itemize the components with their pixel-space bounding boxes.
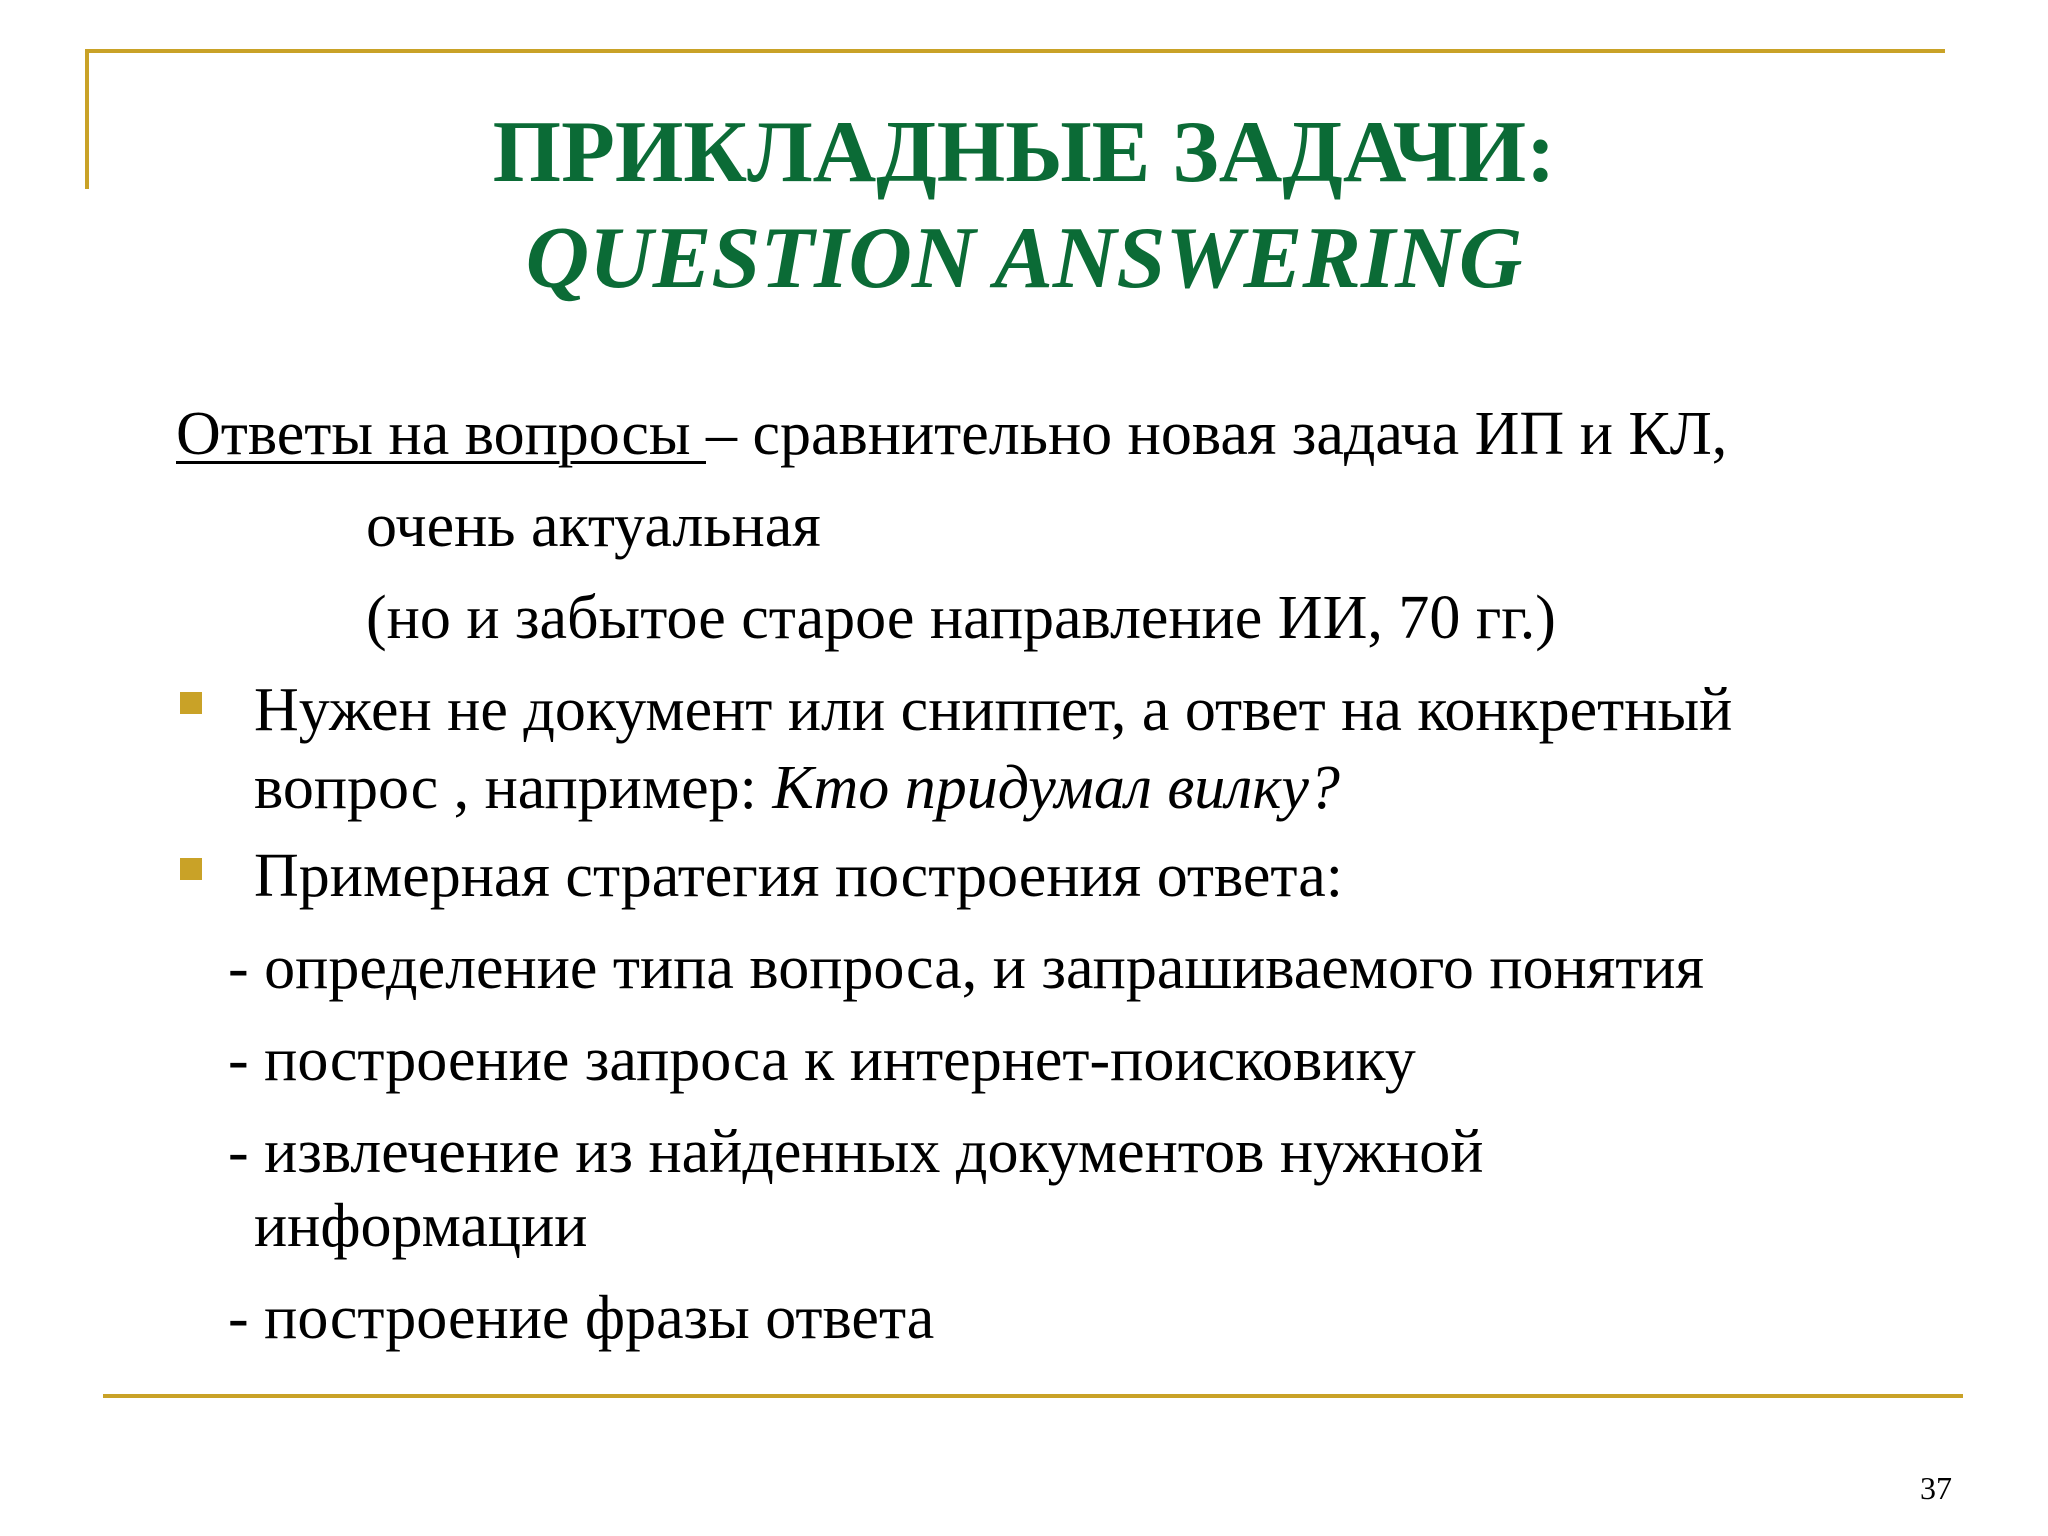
bullet-1-line-1: Нужен не документ или сниппет, а ответ на конкретный — [254, 676, 1733, 744]
slide-title — [0, 100, 2048, 312]
step-3-continued: информации — [254, 1192, 588, 1260]
step-1: - определение типа вопроса, и запрашиваемого понятия — [228, 934, 1705, 1002]
bullet-square-icon — [180, 858, 202, 880]
step-2: - построение запроса к интернет-поисковику — [228, 1026, 1416, 1094]
intro-line-3: (но и забытое старое направление ИИ, 70 гг.) — [366, 584, 1556, 652]
bullet-1-prefix: вопрос , например: — [254, 754, 773, 822]
step-4: - построение фразы ответа — [228, 1284, 935, 1352]
bullet-square-icon — [180, 692, 202, 714]
title-line-2: QUESTION ANSWERING — [525, 210, 1523, 307]
bullet-2-line-1: Примерная стратегия построения ответа: — [254, 842, 1343, 910]
intro-rest: – сравнительно новая задача ИП и КЛ, — [706, 400, 1728, 468]
bullet-1-line-2 — [254, 752, 1340, 824]
title-line-1: ПРИКЛАДНЫЕ ЗАДАЧИ: — [492, 104, 1556, 201]
frame-bottom-rule — [103, 1394, 1963, 1398]
intro-line-1 — [176, 398, 1727, 470]
bullet-1-example: Кто придумал вилку? — [772, 754, 1340, 822]
intro-line-2: очень актуальная — [366, 492, 821, 560]
intro-term: Ответы на вопросы — [176, 400, 706, 468]
page-number: 37 — [1920, 1470, 1952, 1506]
step-3: - извлечение из найденных документов нужной — [228, 1118, 1484, 1186]
frame-top-rule — [85, 49, 1945, 53]
